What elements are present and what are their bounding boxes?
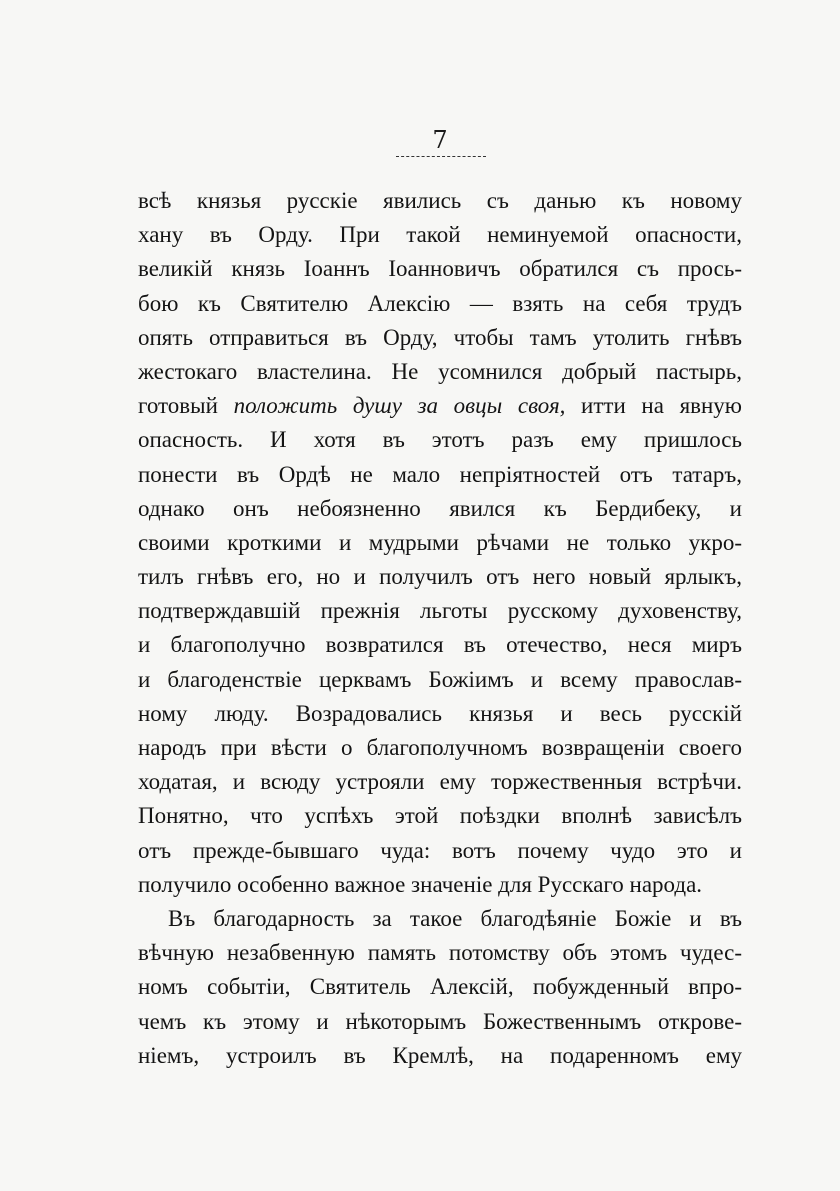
text-line: бою къ Святителю Алексію — взять на себя трудъ [138,290,742,316]
text-line: опять отправиться въ Орду, чтобы тамъ утолить гнѣвъ [138,324,742,350]
header-rule [396,156,486,157]
text-line: отъ прежде-бывшаго чуда: вотъ почему чудо это и [138,837,742,863]
paragraph-start-line: Въ благодарность за такое благодѣяніе Божіе и въ [168,905,742,931]
text-line: ному люду. Возрадовались князья и весь русскій [138,700,742,726]
text-fragment: итти на явную [565,393,742,419]
body-text [138,184,742,1073]
text-line: Понятно, что успѣхъ этой поѣздки вполнѣ зависѣлъ [138,803,742,829]
page-number: 7 [432,126,448,154]
text-line: ніемъ, устроилъ въ Кремлѣ, на подаренномъ ему [138,1042,742,1068]
text-line: вѣчную незабвенную память потомству объ этомъ чудес- [138,940,742,966]
text-line: всѣ князья русскіе явились съ данью къ новому [138,188,742,213]
text-fragment: готовый [138,393,234,419]
text-line: получило особенно важное значеніе для Русскаго народа. [138,871,703,897]
text-line: своими кроткими и мудрыми рѣчами не только укро- [138,529,742,555]
text-line: подтверждавшій прежнія льготы русскому духовенству, [138,598,742,624]
text-line: номъ событіи, Святитель Алексій, побужденный впро- [138,974,742,1000]
text-line: народъ при вѣсти о благополучномъ возвращеніи своего [138,735,742,760]
text-line-with-quote [138,389,742,423]
text-line: ходатая, и всюду устрояли ему торжественныя встрѣчи. [138,769,742,795]
text-line: опасность. И хотя въ этотъ разъ ему пришлось [138,427,742,453]
text-line: понести въ Ордѣ не мало непріятностей отъ татаръ, [138,461,742,487]
text-line: чемъ къ этому и нѣкоторымъ Божественнымъ открове- [138,1008,742,1034]
text-line: жестокаго властелина. Не усомнился добрый пастырь, [138,358,742,384]
text-line: великій князь Іоаннъ Іоанновичъ обратился съ прось- [138,256,742,282]
text-line: и благоденствіе церквамъ Божіимъ и всему православ- [138,666,742,692]
text-line: однако онъ небоязненно явился къ Бердибеку, и [138,495,742,521]
text-line: и благополучно возвратился въ отечество, неся миръ [138,632,742,658]
scripture-quote: положить душу за овцы своя, [233,393,566,419]
text-line: хану въ Орду. При такой неминуемой опасности, [138,222,742,248]
text-line: тилъ гнѣвъ его, но и получилъ отъ него новый ярлыкъ, [138,564,742,590]
